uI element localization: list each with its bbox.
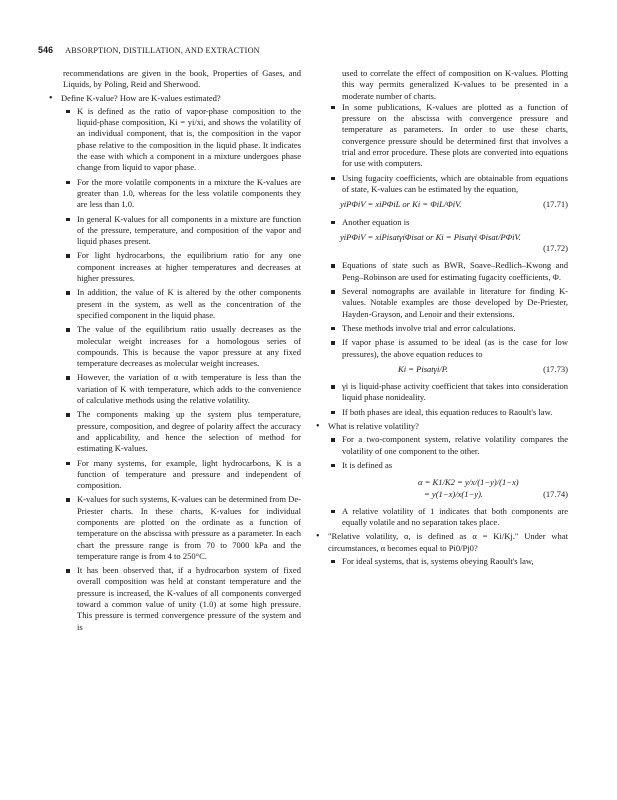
left-bullet-4: For light hydrocarbons, the equilibrium ratio for any one component increases at higher temperatures and decreases at higher pressures. [63, 250, 301, 284]
right-bullet-12: A relative volatility of 1 indicates that both components are equally volatile and no separation takes place. [328, 506, 568, 529]
left-bullet-1: K is defined as the ratio of vapor-phase composition to the liquid-phase composition, Ki = yi/xi, and shows the volatility of an individual component, that is, the composition in the vapor phase relative to the composition in the liquid phase. It indicates the ease with which a component in a mixture undergoes phase change from liquid to vapor phase. [63, 106, 301, 174]
equation-17-71 [328, 199, 568, 210]
right-bullet-6: These methods involve trial and error calculations. [328, 323, 568, 334]
equation-17-72-body: yiPΦiV = xiPisatγiΦisat or Ki = Pisatγi Φisat/PΦiV. [340, 231, 521, 242]
right-bullet-2: Using fugacity coefficients, which are obtainable from equations of state, K-values can be estimated by the equation, [328, 173, 568, 196]
right-bullet-1: In some publications, K-values are plotted as a function of pressure on the abscissa with convergence pressure and temperature as parameters. In order to use these charts, convergence pressure should be determined first that involves a trial and error procedure. These plots are converted into equations for use with computers. [328, 102, 568, 170]
equation-17-73 [328, 364, 568, 375]
page-number: 546 [38, 45, 54, 55]
question-alpha-condition: • "Relative volatility, α, is defined as α = Ki/Kj." Under what circumstances, α becomes equal to Pi0/Pj0? [316, 531, 568, 554]
right-bullet-3: Another equation is [328, 217, 568, 228]
left-bullet-2: For the more volatile components in a mixture the K-values are greater than 1.0, whereas for the less volatile components they are less than 1.0. [63, 177, 301, 211]
right-bullet-7: If vapor phase is assumed to be ideal (as is the case for low pressures), the above equation reduces to [328, 337, 568, 360]
equation-17-72-number: (17.72) [543, 243, 568, 254]
left-column [63, 68, 301, 636]
equation-17-74-line-2: = y(1−x)/x(1−y). [424, 488, 484, 499]
left-bullet-8: The components making up the system plus temperature, pressure, composition, and degree of polarity affect the accuracy and applicability, and hence the selection of method for estimating K-values. [63, 409, 301, 454]
right-bullet-10: For a two-component system, relative volatility compares the volatility of one component to the other. [328, 434, 568, 457]
right-bullet-9: If both phases are ideal, this equation reduces to Raoult's law. [328, 407, 568, 418]
right-bullet-13: For ideal systems, that is, systems obeying Raoult's law, [328, 556, 568, 567]
equation-17-74 [328, 477, 568, 500]
equation-17-71-body: yiPΦiV = xiPΦiL or Ki = ΦiL/ΦiV. [340, 199, 462, 210]
running-title: ABSORPTION, DISTILLATION, AND EXTRACTION [65, 46, 260, 55]
question-k-value: • Define K-value? How are K-values estimated? [49, 93, 301, 104]
left-bullet-11: It has been observed that, if a hydrocarbon system of fixed overall composition was held at constant temperature and the pressure is increased, the K-values of all components converged toward a common value of unity (1.0) at some high pressure. This pressure is termed convergence pressure of the system and is [63, 565, 301, 633]
equation-17-71-number: (17.71) [543, 199, 568, 210]
question-relative-volatility: • What is relative volatility? [316, 421, 568, 432]
intro-paragraph: recommendations are given in the book, Properties of Gases, and Liquids, by Poling, Reid and Sherwood. [63, 68, 301, 90]
left-bullet-5: In addition, the value of K is altered by the other components present in the system, as well as the concentration of the specified component in the liquid phase. [63, 287, 301, 321]
right-bullet-5: Several nomographs are available in literature for finding K-values. Notable examples are those developed by De-Priester, Hayden-Grayson, and Lenoir and their extensions. [328, 286, 568, 320]
right-bullet-8: γi is liquid-phase activity coefficient that takes into consideration liquid phase nonideality. [328, 381, 568, 404]
equation-17-73-number: (17.73) [543, 363, 568, 374]
continued-paragraph: used to correlate the effect of composition on K-values. Plotting this way permits generalized K-values to be presented in a moderate number of charts. [342, 68, 568, 101]
equation-17-74-line-1: α = K1/K2 = y/x/(1−y)/(1−x) [418, 477, 519, 488]
equation-17-74-number: (17.74) [543, 488, 568, 499]
right-bullet-4: Equations of state such as BWR, Soave–Redlich–Kwong and Peng–Robinson are used for estimating fugacity coefficients, Φ. [328, 260, 568, 283]
left-bullet-7: However, the variation of α with temperature is less than the variation of K with temperature, which adds to the convenience of calculative methods using the relative volatility. [63, 372, 301, 406]
left-bullet-9: For many systems, for example, light hydrocarbons, K is a function of temperature and pressure and independent of composition. [63, 458, 301, 492]
equation-17-73-body: Ki = Pisatγi/P. [398, 363, 449, 374]
running-header [38, 45, 260, 55]
right-column [328, 68, 568, 570]
left-bullet-6: The value of the equilibrium ratio usually decreases as the molecular weight increases for a homologous series of compounds. This is because the vapor pressure at any fixed temperature decreases as molecular weight increases. [63, 324, 301, 369]
left-bullet-3: In general K-values for all components in a mixture are function of the pressure, temperature, and composition of the vapor and liquid phases present. [63, 214, 301, 248]
equation-17-72 [328, 232, 568, 255]
left-bullet-10: K-values for such systems, K-values can be determined from De-Priester charts. In these charts, K-values for individual components are plotted on the ordinate as a function of temperature on the abscissa with pressure as a parameter. In each chart the pressure range is from 70 to 7000 kPa and the temperature range is from 4 to 250°C. [63, 494, 301, 562]
right-bullet-11: It is defined as [328, 460, 568, 471]
